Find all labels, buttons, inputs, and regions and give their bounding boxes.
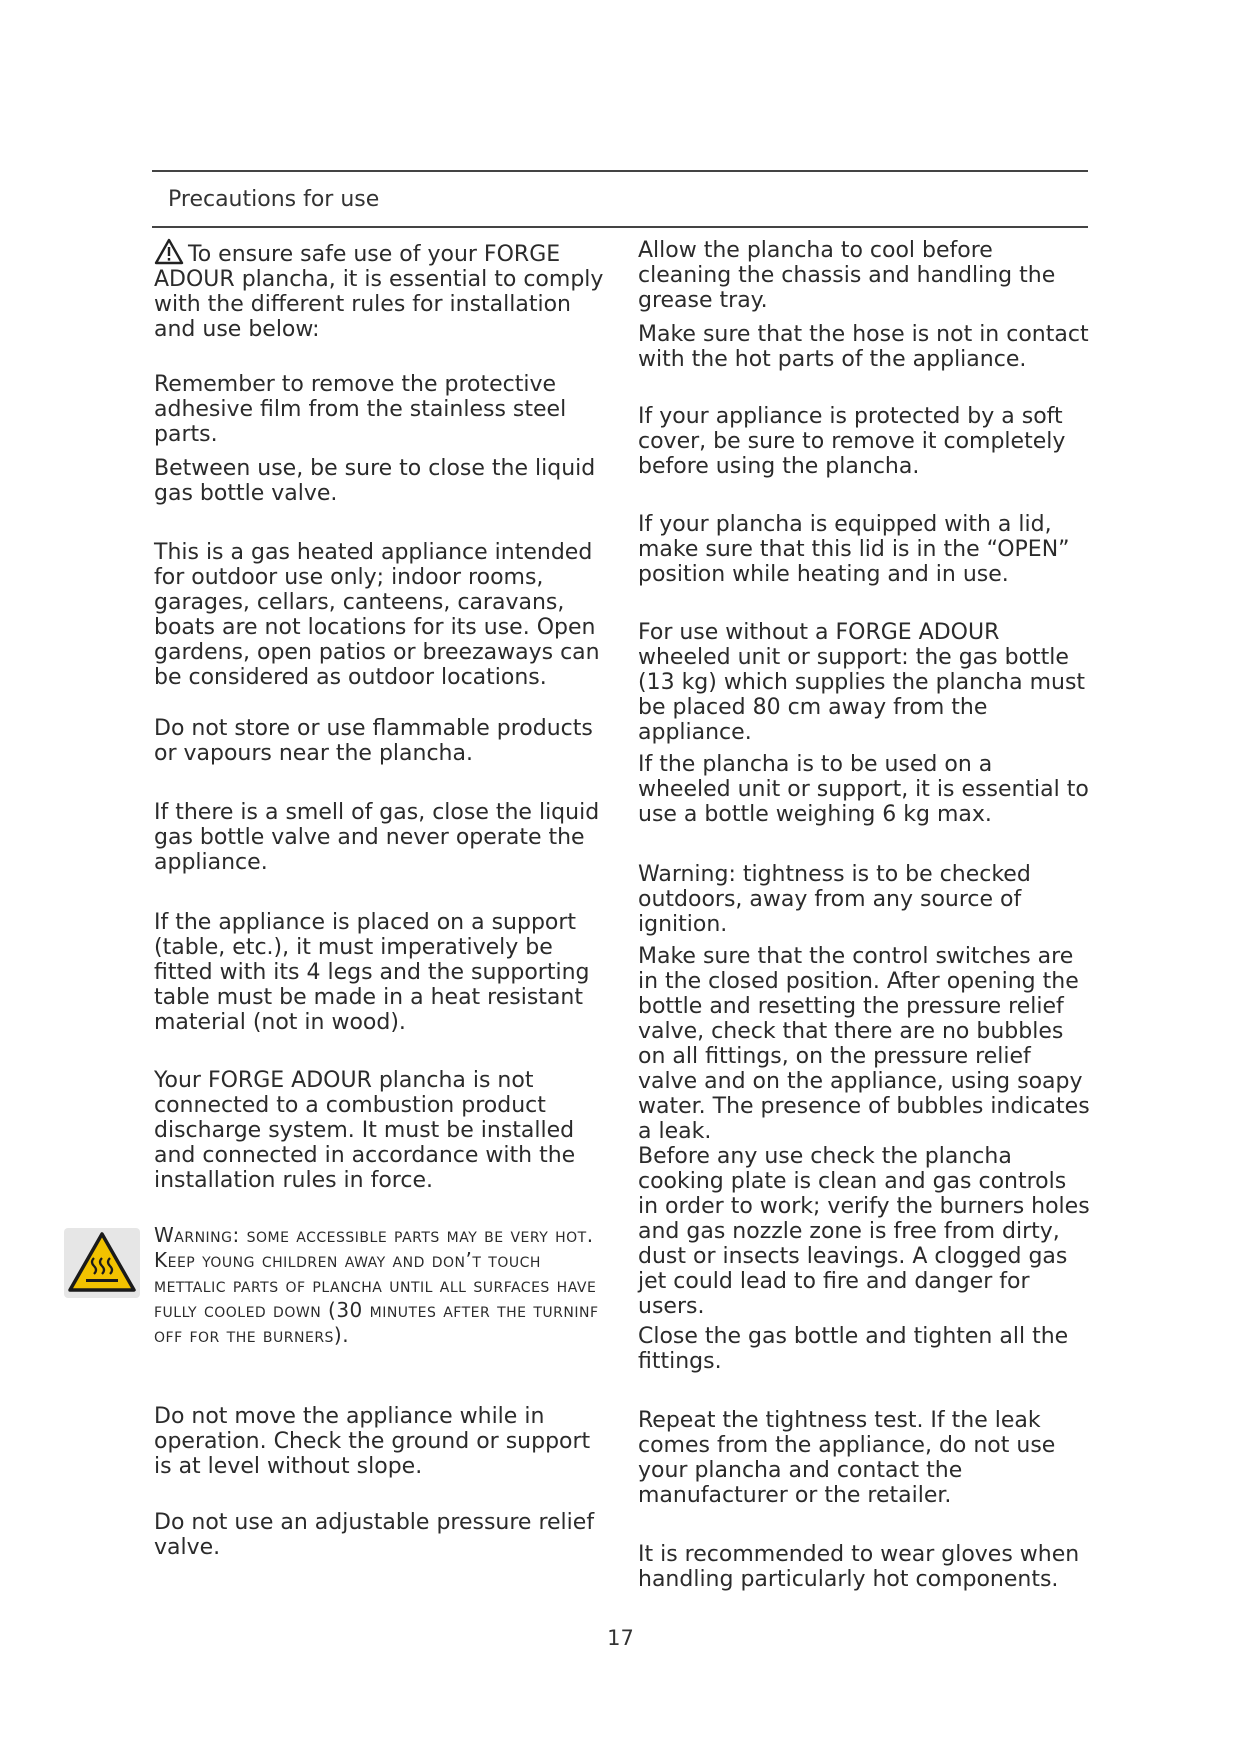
page-number: 17 [607, 1626, 634, 1650]
header-bottom-rule [152, 226, 1088, 228]
precaution-paragraph: Allow the plancha to cool before cleaning the chassis and handling the grease tray. [638, 238, 1056, 313]
precaution-paragraph: If the appliance is placed on a support (table, etc.), it must imperatively be fitted with its 4 legs and the supporting table must be made in a heat resistant material (not in wood). [154, 910, 590, 1035]
precaution-paragraph: Remember to remove the protective adhesive film from the stainless steel parts. [154, 372, 567, 447]
precaution-paragraph: Do not move the appliance while in operation. Check the ground or support is at level without slope. [154, 1404, 591, 1479]
section-title: Precautions for use [168, 187, 380, 212]
hot-surface-warning-text: Warning: some accessible parts may be very hot. Keep young children away and don’t touch mettalic parts of plancha until all surfaces have fully cooled down (30 minutes after the turninf off for the burners). [154, 1223, 599, 1347]
precaution-paragraph: If the plancha is to be used on a wheeled unit or support, it is essential to use a bottle weighing 6 kg max. [638, 752, 1089, 827]
precaution-paragraph: Do not store or use flammable products or vapours near the plancha. [154, 716, 593, 766]
precaution-paragraph: Before any use check the plancha cooking plate is clean and gas controls in order to work; verify the burners holes and gas nozzle zone is free from dirty, dust or insects leavings. A clogged gas jet could lead to fire and danger for users. [638, 1144, 1090, 1319]
intro-paragraph: To ensure safe use of your FORGE ADOUR plancha, it is essential to comply with the different rules for installation and use below: [154, 238, 606, 342]
precaution-paragraph: Repeat the tightness test. If the leak comes from the appliance, do not use your plancha and contact the manufacturer or the retailer. [638, 1408, 1056, 1508]
precaution-paragraph: Between use, be sure to close the liquid gas bottle valve. [154, 456, 596, 506]
precaution-paragraph: Warning: tightness is to be checked outdoors, away from any source of ignition. [638, 862, 1031, 937]
precaution-paragraph: For use without a FORGE ADOUR wheeled unit or support: the gas bottle (13 kg) which supplies the plancha must be placed 80 cm away from the appliance. [638, 620, 1086, 745]
precaution-paragraph: If your plancha is equipped with a lid, make sure that this lid is in the “OPEN” position while heating and in use. [638, 512, 1070, 587]
precaution-paragraph: This is a gas heated appliance intended for outdoor use only; indoor rooms, garages, cellars, canteens, caravans, boats are not locations for its use. Open gardens, open patios or breezaways can be considered as outdoor locations. [154, 540, 600, 690]
precaution-paragraph: It is recommended to wear gloves when handling particularly hot components. [638, 1542, 1080, 1592]
precaution-paragraph: Do not use an adjustable pressure relief valve. [154, 1510, 595, 1560]
precaution-paragraph: Your FORGE ADOUR plancha is not connected to a combustion product discharge system. It must be installed and connected in accordance with the installation rules in force. [154, 1068, 576, 1193]
precaution-paragraph: Close the gas bottle and tighten all the fittings. [638, 1324, 1069, 1374]
warning-triangle-icon [154, 238, 184, 265]
header-top-rule [152, 170, 1088, 172]
precaution-paragraph: If your appliance is protected by a soft cover, be sure to remove it completely before using the plancha. [638, 404, 1066, 479]
precaution-paragraph: If there is a smell of gas, close the liquid gas bottle valve and never operate the appliance. [154, 800, 600, 875]
precaution-paragraph: Make sure that the control switches are in the closed position. After opening the bottle and resetting the pressure relief valve, check that there are no bubbles on all fittings, on the pressure relief valve and on the appliance, using soapy water. The presence of bubbles indicates a leak. [638, 944, 1090, 1144]
precaution-paragraph: Make sure that the hose is not in contact with the hot parts of the appliance. [638, 322, 1089, 372]
hot-surface-warning-icon [64, 1228, 140, 1298]
